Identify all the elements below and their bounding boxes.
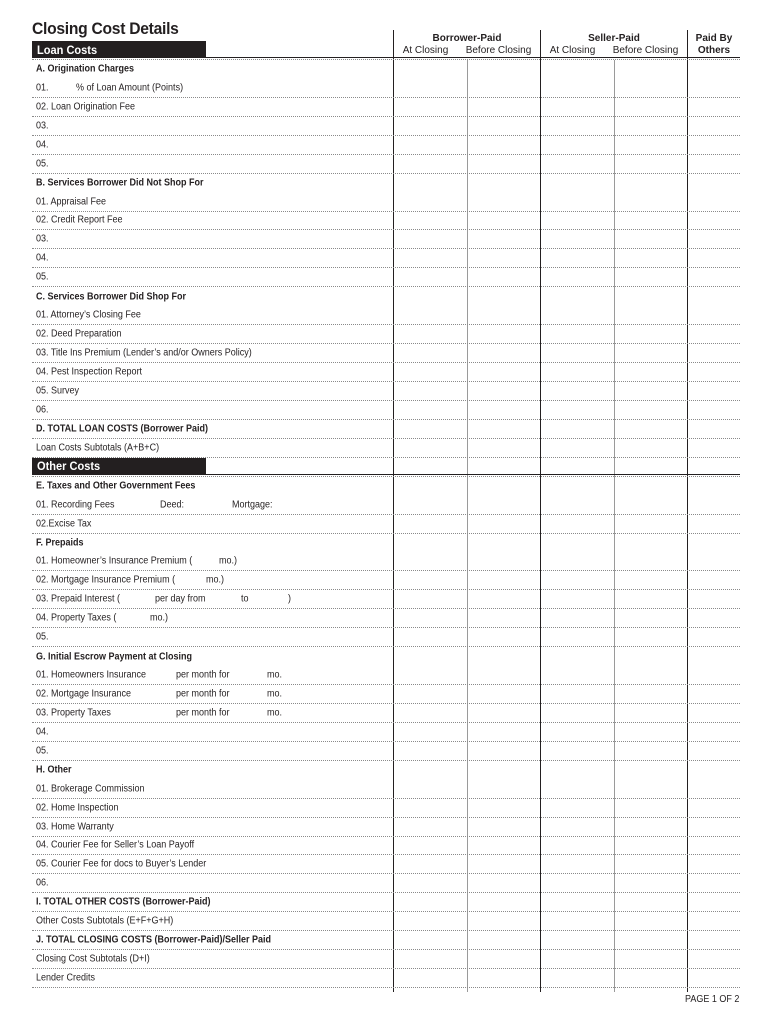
section-band-box [32,41,206,58]
seller-before-closing-label: Before Closing [612,45,679,56]
section-band-rule [206,57,740,58]
section-band-label: Loan Costs [37,42,98,57]
borrower-at-closing-label: At Closing [402,45,449,56]
row-label: 03. Prepaid Interest ( [36,593,121,605]
row-inline-label: mo. [267,669,283,681]
row-label: C. Services Borrower Did Shop For [36,291,187,303]
line-item-row [32,249,740,268]
others-label: Others [697,45,731,56]
section-band-label: Other Costs [37,459,101,474]
section-header-row [32,174,740,193]
row-inline-label: mo.) [206,574,224,586]
paid-by-label: Paid By [695,33,733,44]
line-item-row [32,193,740,212]
page-number: PAGE 1 OF 2 [684,994,739,1005]
line-item-row [32,837,740,856]
line-item-row [32,325,740,344]
line-item-row [32,382,740,401]
row-label: J. TOTAL CLOSING COSTS (Borrower-Paid)/Seller Paid [36,934,272,946]
row-label: 02.Excise Tax [36,518,92,530]
row-label: B. Services Borrower Did Not Shop For [36,177,204,189]
seller-paid-label: Seller-Paid [588,33,640,44]
row-label: 01. Appraisal Fee [36,196,107,208]
total-row [32,893,740,912]
row-label: 04. Pest Inspection Report [36,366,143,378]
row-label: E. Taxes and Other Government Fees [36,480,196,492]
row-label: 05. [36,631,49,643]
row-label: 02. Deed Preparation [36,328,122,340]
row-label: 01. Brokerage Commission [36,783,145,795]
line-item-row [32,912,740,931]
row-label: I. TOTAL OTHER COSTS (Borrower-Paid) [36,896,211,908]
row-label: 01. Recording Fees [36,499,115,511]
row-label: 05. [36,271,49,283]
row-label: H. Other [36,764,72,776]
row-inline-label: mo.) [150,612,168,624]
line-item-row [32,98,740,117]
line-item-row [32,117,740,136]
line-item-row [32,230,740,249]
row-inline-label: ) [288,593,292,605]
row-inline-label: mo. [267,688,283,700]
row-inline-label: mo. [267,707,283,719]
line-item-row [32,855,740,874]
row-label: F. Prepaids [36,537,84,549]
row-label: 03. [36,120,49,132]
row-label: 05. Survey [36,385,80,397]
line-item-row [32,515,740,534]
section-header-row [32,477,740,496]
line-item-row [32,685,740,704]
line-item-row [32,136,740,155]
row-label: 04. [36,139,49,151]
section-header-row [32,647,740,666]
row-label: 02. Credit Report Fee [36,214,123,226]
row-label: Lender Credits [36,972,96,984]
row-label: 05. [36,745,49,757]
line-item-row [32,552,740,571]
line-item-row [32,496,740,515]
row-label: 03. Property Taxes [36,707,111,719]
line-item-row [32,79,740,98]
line-item-row [32,969,740,988]
line-item-row [32,401,740,420]
row-label: 05. Courier Fee for docs to Buyer’s Lender [36,858,207,870]
line-item-row [32,571,740,590]
line-item-row [32,704,740,723]
section-header-row [32,534,740,553]
row-label: 01. Homeowner’s Insurance Premium ( [36,555,193,567]
row-label: A. Origination Charges [36,63,135,75]
line-item-row [32,363,740,382]
section-header-row [32,60,740,79]
row-inline-label: per month for [176,669,230,681]
row-label: 03. Title Ins Premium (Lender’s and/or Owners Policy) [36,347,252,359]
row-inline-label: % of Loan Amount (Points) [76,82,184,94]
section-band-rule [206,474,740,475]
row-label: G. Initial Escrow Payment at Closing [36,651,193,663]
line-item-row [32,628,740,647]
row-label: 01. Homeowners Insurance [36,669,147,681]
borrower-before-closing-label: Before Closing [465,45,532,56]
section-header-row [32,761,740,780]
row-label: 06. [36,404,49,416]
line-item-row [32,590,740,609]
row-label: 01. Attorney’s Closing Fee [36,309,141,321]
row-label: 04. [36,252,49,264]
row-label: 02. Home Inspection [36,802,119,814]
line-item-row [32,723,740,742]
page-title: Closing Cost Details [32,19,179,38]
line-item-row [32,780,740,799]
row-inline-label: Deed: [160,499,185,511]
row-inline-label: Mortgage: [232,499,273,511]
row-label: 05. [36,158,49,170]
row-label: 04. [36,726,49,738]
line-item-row [32,212,740,231]
row-label: 03. [36,233,49,245]
borrower-paid-label: Borrower-Paid [432,33,502,44]
row-label: Other Costs Subtotals (E+F+G+H) [36,915,174,927]
row-label: 01. [36,82,49,94]
line-item-row [32,874,740,893]
line-item-row [32,155,740,174]
row-inline-label: to [241,593,249,605]
row-label: Closing Cost Subtotals (D+I) [36,953,150,965]
line-item-row [32,666,740,685]
section-band-box [32,458,206,475]
section-band [32,41,740,60]
row-label: 02. Mortgage Insurance [36,688,132,700]
line-item-row [32,268,740,287]
row-label: 04. Courier Fee for Seller’s Loan Payoff [36,839,195,851]
row-inline-label: mo.) [219,555,237,567]
total-row [32,420,740,439]
line-item-row [32,818,740,837]
row-inline-label: per month for [176,707,230,719]
closing-cost-table [32,41,740,988]
row-label: 02. Mortgage Insurance Premium ( [36,574,176,586]
line-item-row [32,742,740,761]
line-item-row [32,799,740,818]
seller-at-closing-label: At Closing [549,45,596,56]
row-label: Loan Costs Subtotals (A+B+C) [36,442,160,454]
line-item-row [32,609,740,628]
line-item-row [32,439,740,458]
row-inline-label: per month for [176,688,230,700]
line-item-row [32,344,740,363]
row-label: 06. [36,877,49,889]
line-item-row [32,306,740,325]
section-header-row [32,287,740,306]
section-band [32,458,740,477]
row-label: 04. Property Taxes ( [36,612,117,624]
row-inline-label: per day from [155,593,206,605]
line-item-row [32,950,740,969]
row-label: D. TOTAL LOAN COSTS (Borrower Paid) [36,423,209,435]
row-label: 02. Loan Origination Fee [36,101,136,113]
total-row [32,931,740,950]
row-label: 03. Home Warranty [36,821,114,833]
